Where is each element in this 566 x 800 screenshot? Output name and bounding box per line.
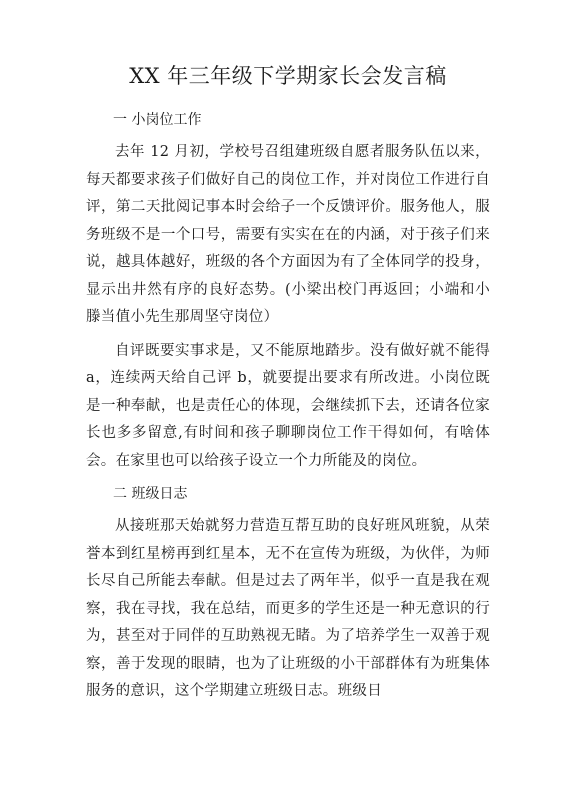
section-class-log <box>86 481 490 706</box>
section-small-posts <box>86 107 490 475</box>
paragraph: 自评既要实事求是，又不能原地踏步。没有做好就不能得 a，连续两天给自己评 b，就要提出要求有所改进。小岗位既是一种奉献，也是责任心的体现，会继续抓下去，还请各位家长也多多留意,有时间和孩子聊聊岗位工作干得如何，有啥体会。在家里也可以给孩子设立一个力所能及的岗位。 <box>86 342 490 469</box>
paragraph: 去年 12 月初，学校号召组建班级自愿者服务队伍以来，每天都要求孩子们做好自己的岗位工作，并对岗位工作进行自评，第二天批阅记事本时会给子一个反馈评价。服务他人，服务班级不是一个口号，需要有实实在在的内涵，对于孩子们来说，越具体越好，班级的各个方面因为有了全体同学的投身，显示出井然有序的良好态势。(小梁出校门再返回；小端和小滕当值小先生那周坚守岗位） <box>86 144 490 325</box>
document-page <box>86 62 490 712</box>
document-title: XX 年三年级下学期家长会发言稿 <box>129 64 447 88</box>
section-heading: 二 班级日志 <box>113 486 188 502</box>
section-heading: 一 小岗位工作 <box>113 112 202 128</box>
paragraph: 从接班那天始就努力营造互帮互助的良好班风班貌，从荣誉本到红星榜再到红星本，无不在宣传为班级，为伙伴，为师长尽自己所能去奉献。但是过去了两年半，似乎一直是我在观察，我在寻找，我在总结，而更多的学生还是一种无意识的行为，甚至对于同伴的互助熟视无睹。为了培养学生一双善于观察，善于发现的眼睛，也为了让班级的小干部群体有为班集体服务的意识，这个学期建立班级日志。班级日 <box>86 518 490 699</box>
